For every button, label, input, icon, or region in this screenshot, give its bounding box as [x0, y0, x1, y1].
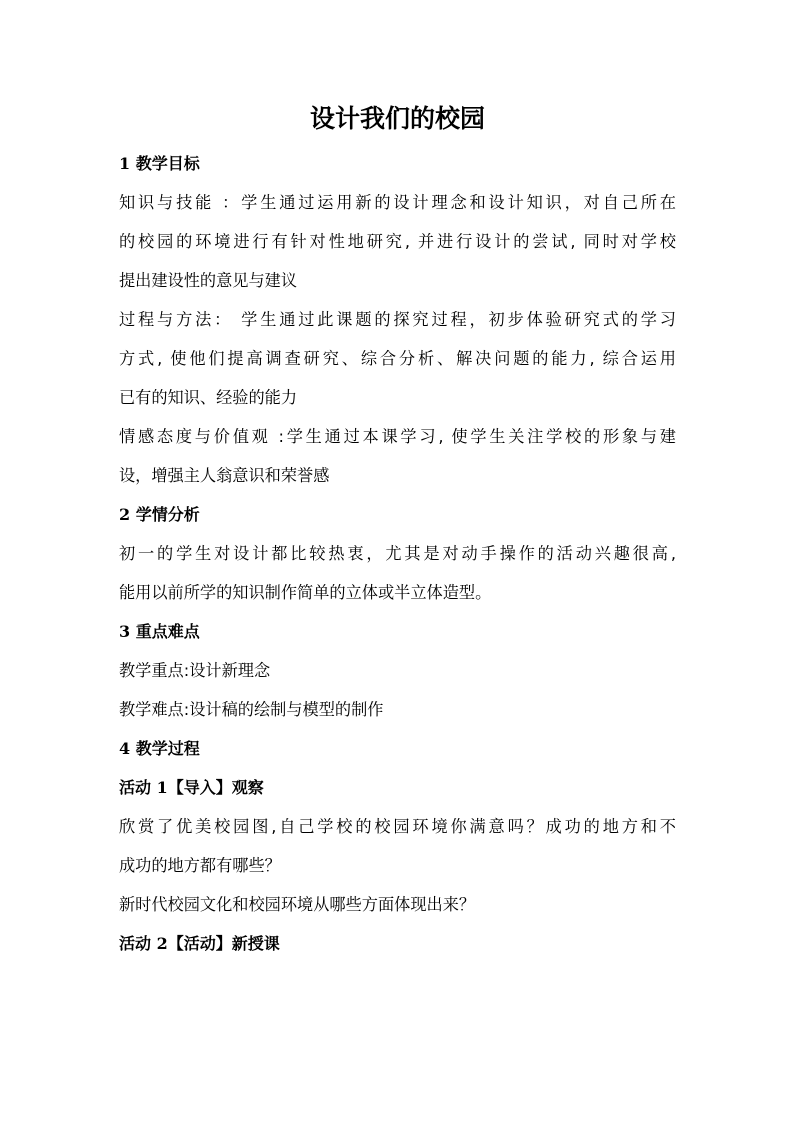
student-analysis-line-1: 初一的学生对设计都比较热衷，尤其是对动手操作的活动兴趣很高,: [119, 544, 676, 563]
section-heading-student-analysis: 2 学情分析: [119, 505, 200, 524]
emotion-values-line-2: 设，增强主人翁意识和荣誉感: [119, 466, 330, 485]
teaching-difficult-point: 教学难点:设计稿的绘制与模型的制作: [119, 700, 384, 719]
knowledge-skills-line-2: 的校园的环境进行有针对性地研究, 并进行设计的尝试, 同时对学校: [119, 232, 676, 251]
document-title: 设计我们的校园: [309, 104, 485, 133]
student-analysis-line-2: 能用以前所学的知识制作简单的立体或半立体造型。: [119, 583, 492, 602]
section-heading-teaching-goals: 1 教学目标: [119, 154, 200, 173]
document-body: [119, 94, 676, 963]
activity-1-line-1: 欣赏了优美校园图,自己学校的校园环境你满意吗？成功的地方和不: [119, 817, 676, 836]
activity-1-question: 新时代校园文化和校园环境从哪些方面体现出来？: [119, 895, 476, 914]
process-method-line-2: 方式, 使他们提高调查研究、综合分析、解决问题的能力, 综合运用: [119, 349, 676, 368]
section-heading-teaching-process: 4 教学过程: [119, 739, 200, 758]
activity-2-heading: 活动 2【活动】新授课: [119, 934, 280, 953]
section-heading-key-points: 3 重点难点: [119, 622, 200, 641]
emotion-values-line-1: 情感态度与价值观 :学生通过本课学习, 使学生关注学校的形象与建: [119, 427, 676, 446]
activity-1-heading: 活动 1【导入】观察: [119, 778, 264, 797]
teaching-key-point: 教学重点:设计新理念: [119, 661, 271, 680]
knowledge-skills-line-1: 知识与技能 ：学生通过运用新的设计理念和设计知识，对自己所在: [119, 193, 676, 212]
knowledge-skills-line-3: 提出建设性的意见与建议: [119, 271, 298, 290]
process-method-line-1: 过程与方法： 学生通过此课题的探究过程，初步体验研究式的学习: [119, 310, 676, 329]
activity-1-line-2: 成功的地方都有哪些？: [119, 856, 281, 875]
process-method-line-3: 已有的知识、经验的能力: [119, 388, 298, 407]
